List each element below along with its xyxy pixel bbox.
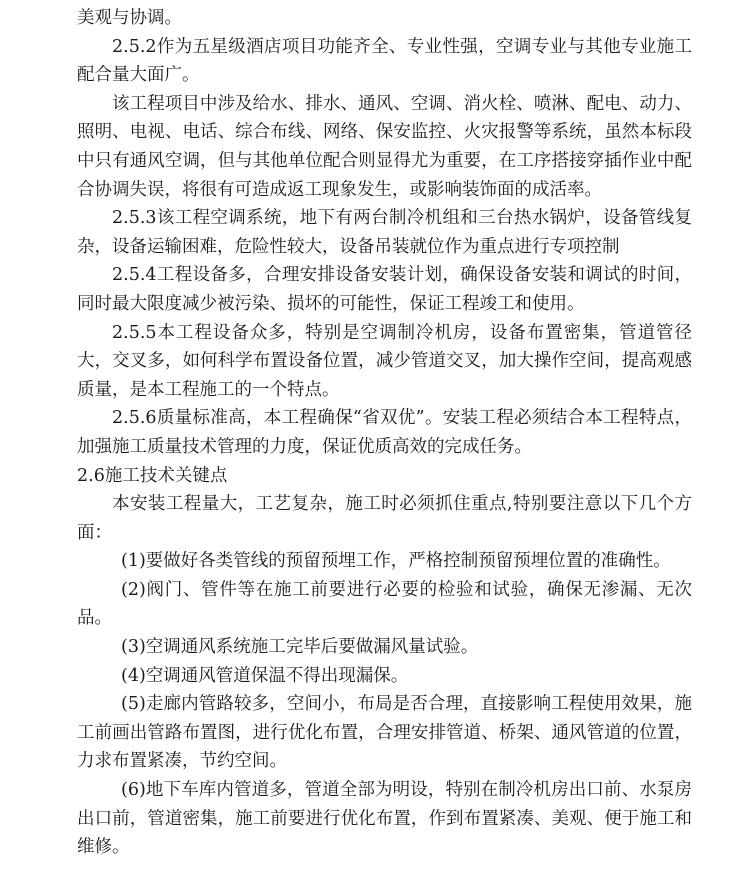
list-item-5: (5)走廊内管路较多，空间小，布局是否合理，直接影响工程使用效果，施工前画出管路布置图，进行优化布置，合理安排管道、桥架、通风管道的位置，力求布置紧凑，节约空间。 (77, 694, 692, 772)
paragraph-continuation: 美观与协调。 (77, 8, 182, 28)
paragraph-2-5-5: 2.5.5本工程设备众多，特别是空调制冷机房，设备布置密集，管道管径大，交叉多，如何科学布置设备位置，减少管道交叉，加大操作空间，提高观感质量，是本工程施工的一个特点。 (77, 322, 692, 400)
list-item-2: (2)阀门、管件等在施工前要进行必要的检验和试验，确保无渗漏、无次品。 (77, 579, 692, 629)
list-item-3: (3)空调通风系统施工完毕后要做漏风量试验。 (121, 637, 479, 658)
paragraph-2-5-3: 2.5.3该工程空调系统，地下有两台制冷机组和三台热水锅炉，设备管线复杂，设备运输困难，危险性较大，设备吊装就位作为重点进行专项控制 (77, 208, 692, 257)
paragraph-2-5-4: 2.5.4工程设备多，合理安排设备安装计划，确保设备安装和调试的时间，同时最大限度减少被污染、损坏的可能性，保证工程竣工和使用。 (77, 265, 692, 314)
section-heading-2-6: 2.6施工技术关键点 (77, 465, 228, 486)
paragraph-systems: 该工程项目中涉及给水、排水、通风、空调、消火栓、喷淋、配电、动力、照明、电视、电话、综合布线、网络、保安监控、火灾报警等系统，虽然本标段中只有通风空调，但与其他单位配合则显得尤为重要，在工序搭接穿插作业中配合协调失误，将很有可造成返工现象发生，或影响装饰面的成活率。 (77, 93, 692, 200)
list-item-4: (4)空调通风管道保温不得出现漏保。 (121, 665, 409, 686)
list-item-1: (1)要做好各类管线的预留预埋工作，严格控制预留预埋位置的准确性。 (121, 551, 671, 572)
list-item-6: (6)地下车库内管道多，管道全部为明设，特别在制冷机房出口前、水泵房出口前，管道密集，施工前要进行优化布置，作到布置紧凑、美观、便于施工和维修。 (77, 780, 692, 858)
paragraph-2-5-2: 2.5.2作为五星级酒店项目功能齐全、专业性强，空调专业与其他专业施工配合量大面广。 (77, 36, 692, 86)
paragraph-2-5-6: 2.5.6质量标准高，本工程确保“省双优”。安装工程必须结合本工程特点，加强施工质量技术管理的力度，保证优质高效的完成任务。 (77, 408, 692, 457)
paragraph-intro: 本安装工程量大，工艺复杂，施工时必须抓住重点,特别要注意以下几个方面： (77, 494, 692, 543)
